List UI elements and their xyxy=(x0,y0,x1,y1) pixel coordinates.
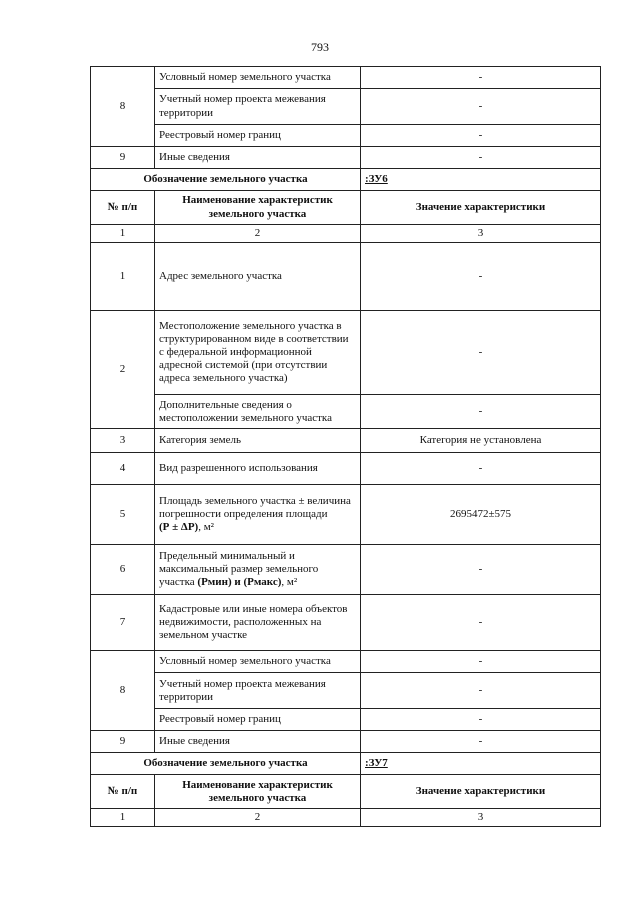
characteristic-value: - xyxy=(361,89,601,125)
index-cell: 1 xyxy=(91,225,155,243)
characteristic-name: Иные сведения xyxy=(155,731,361,753)
table-row xyxy=(91,595,601,651)
header-row xyxy=(91,775,601,809)
zone-label: Обозначение земельного участка xyxy=(91,169,361,191)
header-number: № п/п xyxy=(91,191,155,225)
characteristic-value: - xyxy=(361,731,601,753)
table-row xyxy=(91,89,601,125)
header-number: № п/п xyxy=(91,775,155,809)
row-number: 3 xyxy=(91,429,155,453)
characteristic-value: - xyxy=(361,709,601,731)
characteristic-value: - xyxy=(361,311,601,395)
header-row xyxy=(91,191,601,225)
land-parcel-table xyxy=(90,66,601,827)
characteristic-name: Кадастровые или иные номера объектов недвижимости, расположенных на земельном участке xyxy=(155,595,361,651)
zone-label: Обозначение земельного участка xyxy=(91,753,361,775)
index-cell: 2 xyxy=(155,225,361,243)
table-row xyxy=(91,311,601,395)
index-cell: 1 xyxy=(91,809,155,827)
table-row xyxy=(91,485,601,545)
zone-code: :ЗУ7 xyxy=(361,753,601,775)
characteristic-value: - xyxy=(361,395,601,429)
characteristic-value: - xyxy=(361,125,601,147)
header-value: Значение характеристики xyxy=(361,775,601,809)
zone-designation-row xyxy=(91,753,601,775)
characteristic-value: - xyxy=(361,545,601,595)
table-row xyxy=(91,395,601,429)
row-number: 6 xyxy=(91,545,155,595)
index-cell: 2 xyxy=(155,809,361,827)
characteristic-value: - xyxy=(361,453,601,485)
table-row xyxy=(91,429,601,453)
table-row xyxy=(91,731,601,753)
row-number: 4 xyxy=(91,453,155,485)
row-number: 9 xyxy=(91,731,155,753)
index-cell: 3 xyxy=(361,225,601,243)
zone-designation-row xyxy=(91,169,601,191)
index-row xyxy=(91,225,601,243)
characteristic-value: - xyxy=(361,243,601,311)
characteristic-value: - xyxy=(361,147,601,169)
characteristic-name: Реестровый номер границ xyxy=(155,125,361,147)
characteristic-value: - xyxy=(361,651,601,673)
characteristic-name: Площадь земельного участка ± величина погрешности определения площади (Р ± ΔР), м² xyxy=(155,485,361,545)
row-number: 5 xyxy=(91,485,155,545)
characteristic-name: Реестровый номер границ xyxy=(155,709,361,731)
table-row xyxy=(91,709,601,731)
characteristic-name: Вид разрешенного использования xyxy=(155,453,361,485)
header-name: Наименование характеристик земельного участка xyxy=(155,191,361,225)
characteristic-value: - xyxy=(361,673,601,709)
characteristic-value: - xyxy=(361,67,601,89)
row-number: 8 xyxy=(91,651,155,731)
row-number: 7 xyxy=(91,595,155,651)
table-row xyxy=(91,147,601,169)
characteristic-name: Условный номер земельного участка xyxy=(155,67,361,89)
table-row xyxy=(91,125,601,147)
characteristic-name: Предельный минимальный и максимальный размер земельного участка (Рмин) и (Рмакс), м² xyxy=(155,545,361,595)
header-name: Наименование характеристик земельного участка xyxy=(155,775,361,809)
row-number: 8 xyxy=(91,67,155,147)
table-row xyxy=(91,545,601,595)
characteristic-value: - xyxy=(361,595,601,651)
zone-code: :ЗУ6 xyxy=(361,169,601,191)
table-row xyxy=(91,453,601,485)
index-row xyxy=(91,809,601,827)
table-row xyxy=(91,243,601,311)
characteristic-name: Учетный номер проекта межевания территории xyxy=(155,89,361,125)
characteristic-name: Категория земель xyxy=(155,429,361,453)
table-row xyxy=(91,67,601,89)
row-number: 2 xyxy=(91,311,155,429)
row-number: 9 xyxy=(91,147,155,169)
page-number: 793 xyxy=(311,40,329,54)
characteristic-value: 2695472±575 xyxy=(361,485,601,545)
characteristic-name: Учетный номер проекта межевания территории xyxy=(155,673,361,709)
characteristic-name: Дополнительные сведения о местоположении земельного участка xyxy=(155,395,361,429)
row-number: 1 xyxy=(91,243,155,311)
header-value: Значение характеристики xyxy=(361,191,601,225)
characteristic-value: Категория не установлена xyxy=(361,429,601,453)
table-row xyxy=(91,651,601,673)
characteristic-name: Иные сведения xyxy=(155,147,361,169)
table-row xyxy=(91,673,601,709)
characteristic-name: Адрес земельного участка xyxy=(155,243,361,311)
characteristic-name: Условный номер земельного участка xyxy=(155,651,361,673)
index-cell: 3 xyxy=(361,809,601,827)
characteristic-name: Местоположение земельного участка в структурированном виде в соответствии с федеральной информационной адресной системой (при отсутствии адреса земельного участка) xyxy=(155,311,361,395)
